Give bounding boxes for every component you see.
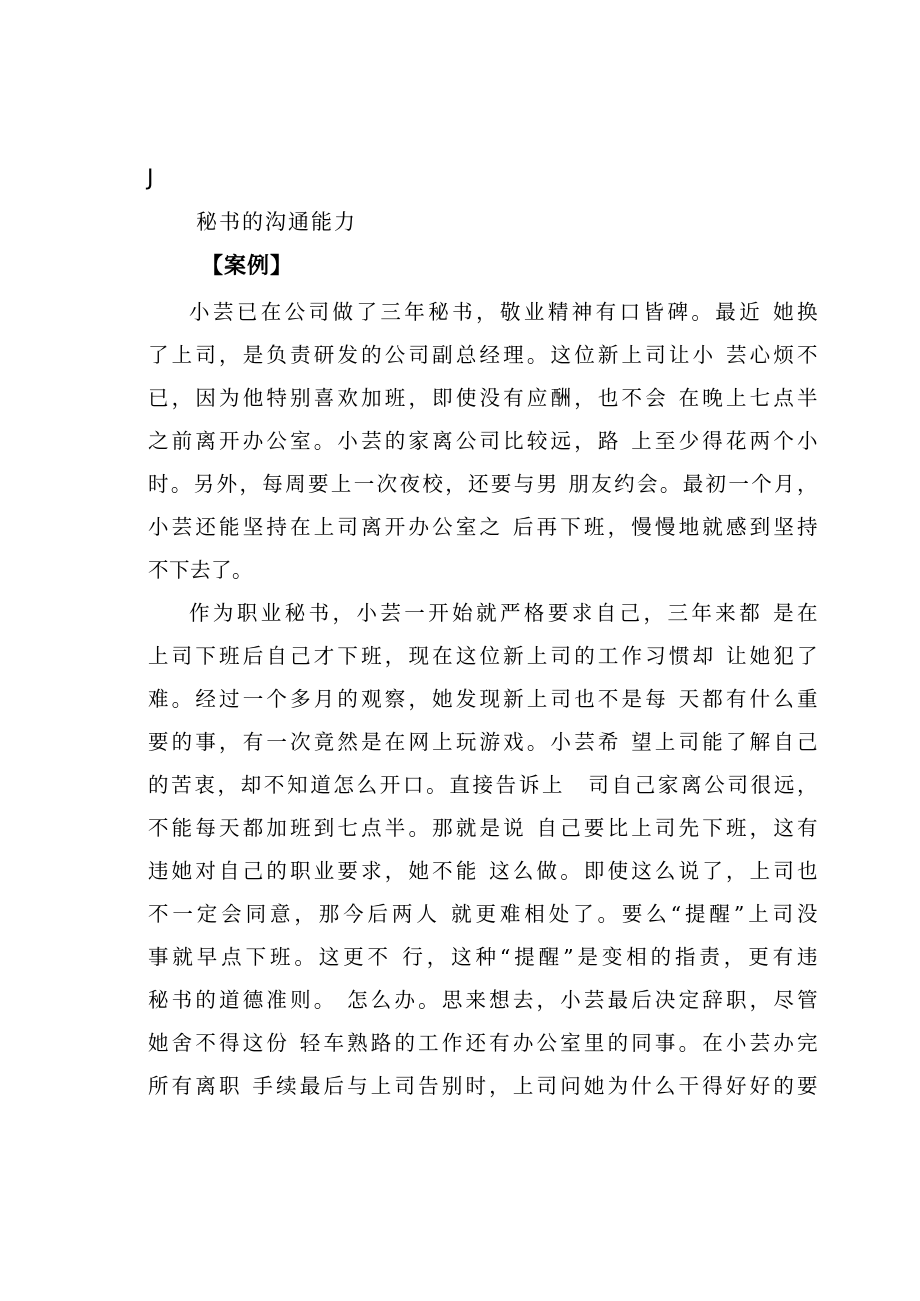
text-line: 所有离职 手续最后与上司告别时，上司问她为什么干得好好的要 <box>148 1074 818 1098</box>
text-line: 作为职业秘书，小芸一开始就严格要求自己，三年来都 是在 <box>189 601 818 625</box>
text-line: 不下去了。 <box>148 558 253 582</box>
text-line: 要的事，有一次竟然是在网上玩游戏。小芸希 望上司能了解自己 <box>148 730 818 754</box>
corner-mark: J <box>147 166 154 191</box>
text-line: 不能每天都加班到七点半。那就是说 自己要比上司先下班，这有 <box>148 816 818 840</box>
section-label: 【案例】 <box>201 253 294 279</box>
text-line: 了上司，是负责研发的公司副总经理。这位新上司让小 芸心烦不 <box>148 343 818 367</box>
body-text <box>148 291 818 1108</box>
text-line: 之前离开办公室。小芸的家离公司比较远，路 上至少得花两个小 <box>148 429 818 453</box>
document-title: 秘书的沟通能力 <box>196 210 357 234</box>
text-line: 小芸还能坚持在上司离开办公室之 后再下班，慢慢地就感到坚持 <box>148 515 818 539</box>
text-line: 小芸已在公司做了三年秘书，敬业精神有口皆碑。最近 她换 <box>189 300 818 324</box>
text-line: 的苦衷，却不知道怎么开口。直接告诉上 司自己家离公司很远， <box>148 773 818 797</box>
text-line: 事就早点下班。这更不 行，这种“提醒”是变相的指责，更有违 <box>148 945 818 969</box>
text-line: 难。经过一个多月的观察，她发现新上司也不是每 天都有什么重 <box>148 687 818 711</box>
text-line: 秘书的道德准则。 怎么办。思来想去，小芸最后决定辞职，尽管 <box>148 988 818 1012</box>
text-line: 时。另外，每周要上一次夜校，还要与男 朋友约会。最初一个月， <box>148 472 818 496</box>
text-line: 上司下班后自己才下班，现在这位新上司的工作习惯却 让她犯了 <box>148 644 818 668</box>
text-line: 不一定会同意，那今后两人 就更难相处了。要么“提醒”上司没 <box>148 902 818 926</box>
text-line: 她舍不得这份 轻车熟路的工作还有办公室里的同事。在小芸办完 <box>148 1031 818 1055</box>
text-line: 已，因为他特别喜欢加班，即使没有应酬，也不会 在晚上七点半 <box>148 386 818 410</box>
text-line: 违她对自己的职业要求，她不能 这么做。即使这么说了，上司也 <box>148 859 818 883</box>
